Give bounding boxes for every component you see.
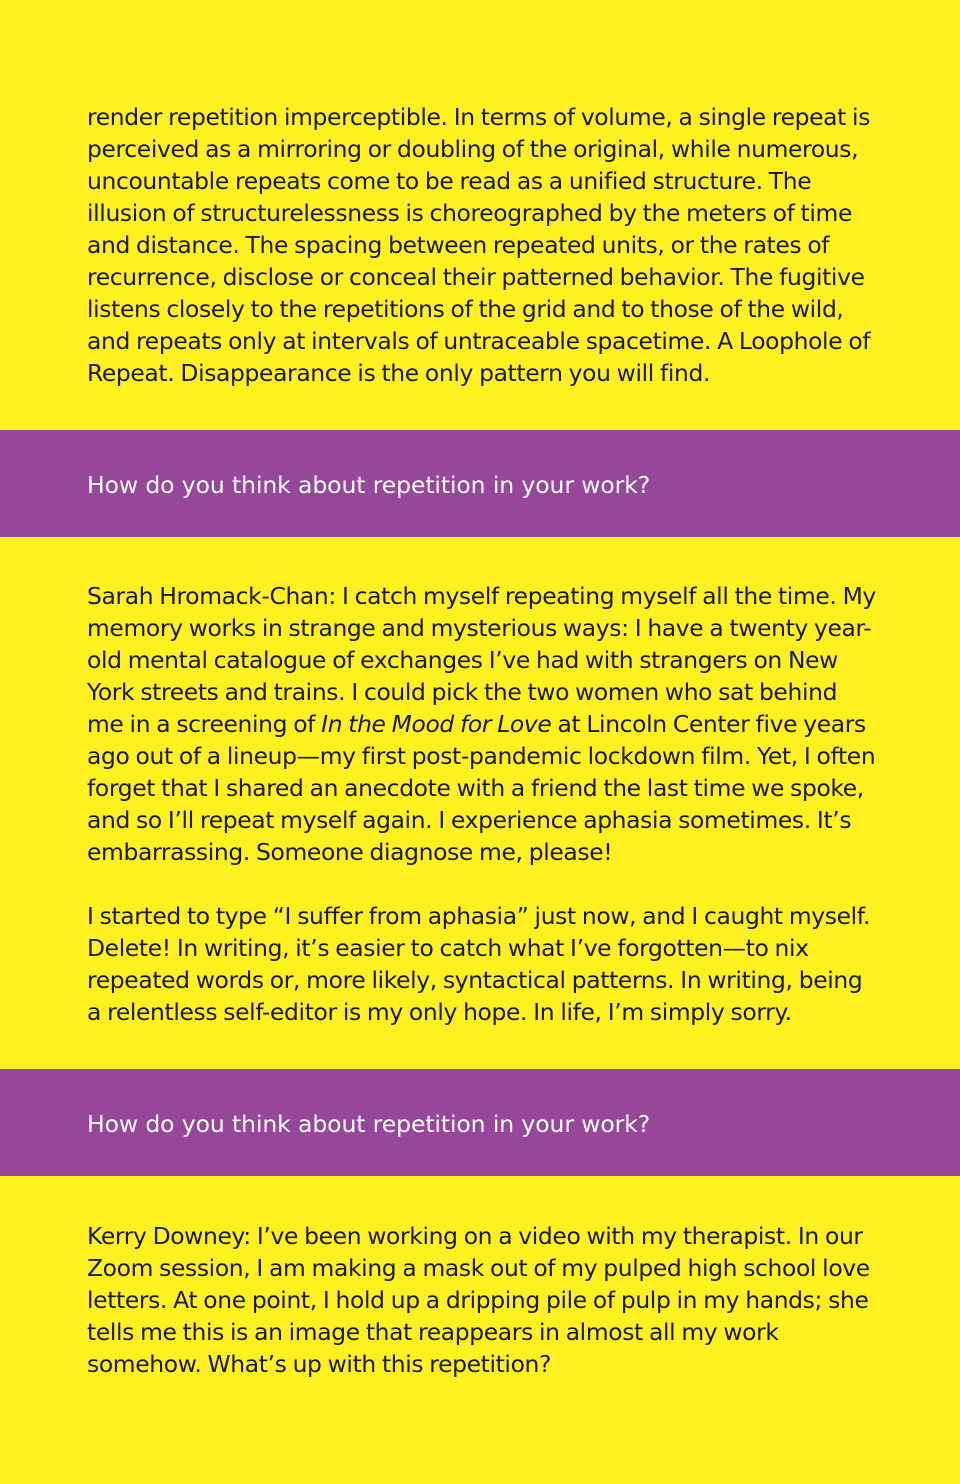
question-2: How do you think about repetition in your work? (87, 1110, 651, 1138)
answer-1-text-after-title: at Lincoln Center five years ago out of a lineup—my first post-pandemic lockdown film. Yet, I often forget that I shared an anecdote with a friend the last time we spoke, and so I’ll repeat myself again. I experience aphasia sometimes. It’s embarrassing. Someone diagnose me, please! (87, 710, 876, 866)
answer-1 (87, 580, 877, 1028)
intro-paragraph: render repetition imperceptible. In terms of volume, a single repeat is perceived as a mirroring or doubling of the original, while numerous, uncountable repeats come to be read as a unified structure. The illusion of structurelessness is choreographed by the meters of time and distance. The spacing between repeated units, or the rates of recurrence, disclose or conceal their patterned behavior. The fugitive listens closely to the repetitions of the grid and to those of the wild, and repeats only at intervals of untraceable spacetime. A Loophole of Repeat. Disappearance is the only pattern you will find. (87, 103, 871, 387)
answer-1-paragraph-2: I started to type “I suffer from aphasia” just now, and I caught myself. Delete! In writing, it’s easier to catch what I’ve forgotten—to nix repeated words or, more likely, syntactical patterns. In writing, being a relentless self-editor is my only hope. In life, I’m simply sorry. (87, 902, 871, 1026)
film-title: In the Mood for Love (321, 710, 552, 738)
answer-1-text-before-title: Sarah Hromack-Chan: I catch myself repeating myself all the time. My memory works in strange and mysterious ways: I have a twenty year-old mental catalogue of exchanges I’ve had with strangers on New York streets and trains. I could pick the two women who sat behind me in a screening of (87, 582, 876, 738)
answer-2 (87, 1220, 877, 1380)
answer-2-paragraph-1: Kerry Downey: I’ve been working on a video with my therapist. In our Zoom session, I am making a mask out of my pulped high school love letters. At one point, I hold up a dripping pile of pulp in my hands; she tells me this is an image that reappears in almost all my work somehow. What’s up with this repetition? (87, 1222, 870, 1378)
intro-text (87, 101, 877, 389)
answer-1-paragraph-1 (87, 580, 877, 868)
question-band-1 (0, 430, 960, 537)
question-band-2 (0, 1069, 960, 1176)
question-1: How do you think about repetition in your work? (87, 471, 651, 499)
